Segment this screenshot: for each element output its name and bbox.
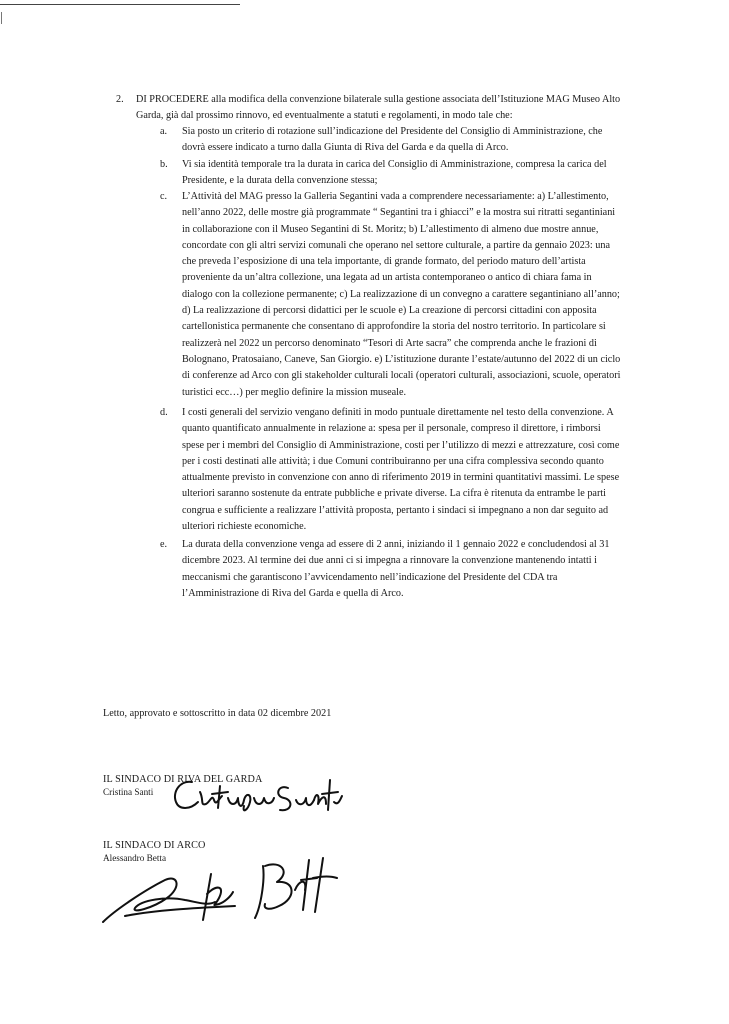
subitem-d-text: I costi generali del servizio vengano definiti in modo puntuale direttamente nel testo della convenzione. A quanto quantificato annualmente in relazione a: spesa per il personale, compreso il direttore, i rimborsi spese per i membri del Consiglio di Amministrazione, costi per l’utilizzo di mezzi e attrezzature, così come per i costi destinati alle attività; i due Comuni contribuiranno per una cifra complessiva secondo quanto attualmente previsto in convenzione con anno di riferimento 2019 in termini quantitativi massimi. Le spese ulteriori saranno sostenute da entrate pubbliche e private diverse. La cifra è ritenuta da entrambe le parti congrua e sufficiente a realizzare l’attività proposta, pertanto i sindaci si impegnano a non dar seguito ad ulteriori richieste economiche. [182, 407, 620, 533]
subitem-b [160, 157, 624, 190]
subitem-e-text: La durata della convenzione venga ad essere di 2 anni, iniziando il 1 gennaio 2022 e concludendosi al 31 dicembre 2023. Al termine dei due anni ci si impegna a rinnovare la convenzione mantenendo intatti i meccanismi che garantiscono l’avvicendamento nell’indicazione del Presidente del CDA tra l’Amministrazione di Riva del Garda e quella di Arco. [182, 539, 610, 599]
signature-santi [170, 770, 345, 820]
item-2-text: alla modifica della convenzione bilaterale sulla gestione associata dell’Istituzione MAG Museo Alto Garda, già dal prossimo rinnovo, ed eventualmente a statuti e regolamenti, in modo tale che: [136, 94, 621, 122]
subitem-c-letter: c. [160, 191, 168, 202]
subitem-c [160, 189, 624, 401]
signatory-name: Alessandro Betta [103, 853, 167, 863]
subitem-e [160, 537, 624, 602]
closing-statement: Letto, approvato e sottoscritto in data 02 dicembre 2021 [103, 708, 332, 719]
signatory-name: Cristina Santi [103, 787, 154, 797]
subitem-a-letter: a. [160, 126, 168, 137]
signature-betta [95, 850, 355, 932]
item-2-lead: DI PROCEDERE [136, 94, 209, 105]
subitem-d-letter: d. [160, 407, 168, 418]
subitem-d [160, 405, 624, 535]
subitem-c-text: L’Attività del MAG presso la Galleria Segantini vada a comprendere necessariamente: a) L’allestimento, nell’anno 2022, delle mostre già programmate “ Segantini tra i ghiacci” e la mostra sui ritratti segantiniani in collaborazione con il Museo Segantini di St. Moritz; b) L’allestimento di almeno due mostre annue, concordate con gli altri servizi comunali che operano nel settore culturale, a partire da gennaio 2023: una che preveda l’esposizione di una tela importante, di grande formato, del periodo maturo dell’artista proveniente da un’altra collezione, una legata ad un artista contemporaneo o antico di chiara fama in dialogo con la collezione permanente; c) La realizzazione di un convegno a carattere segantiniano all’anno; d) La realizzazione di percorsi didattici per le scuole e) La creazione di percorsi cittadini con apposita cartellonistica permanente che consentano di approfondire la storia del nostro territorio. In particolare si realizzerà nel 2022 un percorso denominato “Tesori di Arte sacra” che comprenda anche le frazioni di Bolognano, Pratosaiano, Caneve, San Giorgio. e) L’istituzione durante l’estate/autunno del 2022 di un ciclo di conferenze ad Arco con gli stakeholder culturali locali (operatori culturali, associazioni, scuole, operatori turistici ecc…) per meglio definire la mission museale. [182, 191, 621, 398]
subitem-b-text: Vi sia identità temporale tra la durata in carica del Consiglio di Amministrazione, compresa la carica del Presidente, e la durata della convenzione stessa; [182, 159, 607, 187]
subitem-e-letter: e. [160, 539, 168, 550]
subitem-a [160, 124, 624, 157]
signatory-office: IL SINDACO DI ARCO [103, 840, 206, 851]
item-2-number: 2. [116, 94, 124, 105]
item-2 [116, 92, 624, 125]
item-2-body [136, 92, 624, 125]
scan-edge-line [0, 4, 240, 5]
signatory-office: IL SINDACO DI RIVA DEL GARDA [103, 774, 263, 785]
scan-edge-mark [1, 12, 2, 24]
subitem-b-letter: b. [160, 159, 168, 170]
subitem-a-text: Sia posto un criterio di rotazione sull’indicazione del Presidente del Consiglio di Amministrazione, che dovrà essere indicato a turno dalla Giunta di Riva del Garda e da quella di Arco. [182, 126, 603, 154]
